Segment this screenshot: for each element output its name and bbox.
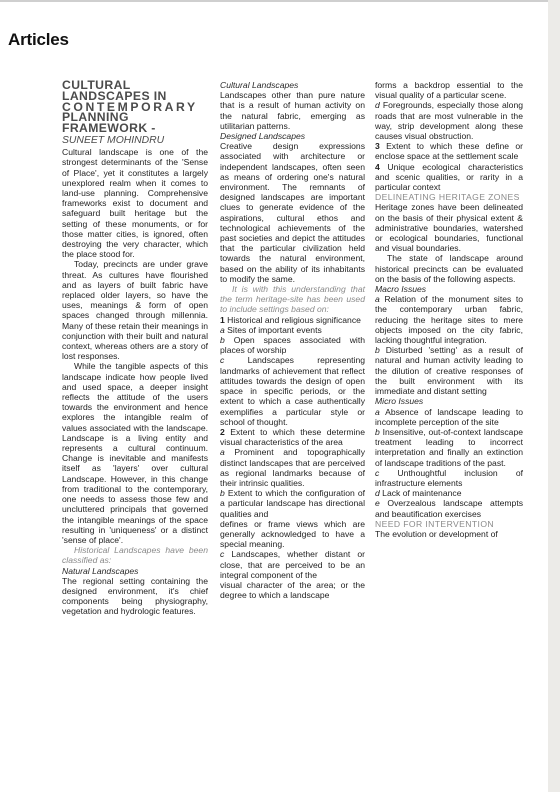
article-title [62, 80, 208, 134]
paragraph: defines or frame views which are generally acknowledged to have a special meaning. [220, 518, 365, 550]
paragraph: forms a backdrop essential to the visual quality of a particular scene. [375, 80, 523, 101]
list-letter: d [375, 488, 380, 499]
list-item [220, 427, 365, 447]
list-text: Foregrounds, especially those along roads that are most vulnerable in the way, strip development along these causes visual obstruction. [375, 100, 524, 142]
paragraph: Today, precincts are under grave threat. As cultures have flourished and as layers of built fabric have replaced older layers, so have the uses, meanings & form of open spaces changed through millennia. Many of these retain their meanings in conjunction with their built and natural context, whereas others are a story of lost responses. [62, 259, 208, 362]
list-text: Overzealous landscape attempts and beautification exercises [375, 498, 524, 519]
list-item [220, 355, 365, 426]
list-letter: b [375, 345, 380, 356]
list-letter: c [220, 355, 225, 366]
list-item [375, 488, 523, 498]
list-text: Insensitive, out-of-context landscape treatment leading to incorrect interpretation and finally an extinction of landscape traditions of the past. [375, 426, 523, 468]
list-letter: b [220, 488, 225, 499]
section-title: Articles [8, 30, 69, 49]
list-item [375, 345, 523, 396]
list-letter: a [220, 324, 225, 335]
column-2 [220, 80, 365, 600]
list-letter: a [375, 406, 380, 417]
list-text: Prominent and topographically distinct landscapes that are perceived as regional landmarks because of their intrinsic qualities. [220, 447, 365, 488]
list-item [220, 549, 365, 580]
list-text: Landscapes, whether distant or close, that are perceived to be an integral component of the [220, 549, 365, 580]
list-item [375, 294, 523, 345]
paragraph: Landscapes other than pure nature that is a result of human activity on the natural fabric, emerging as utilitarian patterns. [220, 90, 365, 131]
list-number: 1 [220, 314, 225, 325]
list-item [375, 162, 523, 193]
settings-intro: It is with this understanding that the term heritage-site has been used to include settings based on: [220, 284, 365, 315]
macro-issues-heading: Macro Issues [375, 284, 427, 295]
micro-issues-heading: Micro Issues [375, 396, 424, 407]
designed-landscapes-heading: Designed Landscapes [220, 131, 306, 142]
list-text: Unthoughtful inclusion of infrastructure elements [375, 467, 523, 488]
list-letter: a [220, 447, 225, 458]
paragraph: While the tangible aspects of this landscape indicate how people lived and used space, a deeper insight reflects the attitude of the users towards the environment and hence explores the intangible realm of values associated with the landscape. Landscape is a living entity and represents a cultural continuum. Change is inevitable and manifests itself as 'layers' over cultural Landscape. However, in this change from traditional to the contemporary, one needs to assess those few and uncluttered principals that governed the intangible meanings of the space resulting in 'uniqueness' or a distinct 'sense of place'. [62, 361, 208, 545]
list-letter: b [375, 426, 380, 437]
list-item [220, 447, 365, 488]
list-item [220, 335, 365, 355]
list-text: Extent to which these determine visual characteristics of the area [220, 426, 365, 448]
paragraph: visual character of the area; or the degree to which a landscape [220, 579, 365, 601]
paragraph: The evolution or development of [375, 528, 498, 539]
list-item [220, 315, 365, 325]
list-item [220, 325, 365, 335]
paragraph: Creative design expressions associated with architecture or independent landscapes, often seen as means of ordering one's natural environment. The remnants of designed landscapes are important clues to generate evidence of the aspirations, cultural ethos and technological achievements of the past societies and depict the attitudes that the particular civilization held towards the natural environment, based on the ability of its inhabitants to modify the same. [220, 141, 365, 284]
list-text: Open spaces associated with places of worship [220, 335, 365, 356]
list-item [375, 100, 523, 141]
list-item [375, 468, 523, 488]
list-number: 3 [375, 141, 380, 152]
list-text: Absence of landscape leading to incomplete perception of the site [375, 406, 523, 427]
list-number: 2 [220, 426, 225, 437]
title-line-3: CONTEMPORARY [62, 99, 198, 114]
top-rule [0, 0, 560, 2]
column-3 [375, 80, 523, 539]
column-1 [62, 80, 208, 617]
paragraph: Heritage zones have been delineated on the basis of their physical extent & administrative boundaries, watershed or ecological boundaries, functional and visual boundaries. [375, 202, 523, 254]
title-line-2: LANDSCAPES IN [62, 88, 167, 103]
list-item [375, 498, 523, 518]
paragraph: The regional setting containing the designed environment, it's chief components being physiography, vegetation and hydrologic features. [62, 575, 208, 617]
classification-intro: Historical Landscapes have been classified as: [62, 545, 208, 566]
list-number: 4 [375, 161, 380, 172]
list-item [375, 427, 523, 468]
title-line-5: FRAMEWORK - [62, 121, 156, 136]
title-line-1: CULTURAL [62, 78, 131, 92]
natural-landscapes-heading: Natural Landscapes [62, 565, 139, 576]
list-letter: d [375, 100, 380, 111]
list-letter: c [220, 549, 225, 560]
list-letter: e [375, 498, 380, 509]
list-text: Unique ecological characteristics and scenic qualities, or rarity in a particular context [375, 161, 524, 193]
cultural-landscapes-heading: Cultural Landscapes [220, 80, 299, 90]
list-item [375, 407, 523, 427]
list-item [375, 141, 523, 161]
paragraph: Cultural landscape is one of the strongest determinants of the 'Sense of Place', yet it constitutes a largely unexplored realm when it comes to land-use planning. Comprehensive frameworks exist to document and safeguard built heritage but the setting of these monuments, or for those matter cities, is ignored, often destroying the very character, which the place stood for. [62, 147, 208, 260]
list-letter: c [375, 467, 380, 478]
list-text: Disturbed 'setting' as a result of natural and human activity leading to the dilution of creative responses of the built environment with its immediate and distant setting [375, 345, 523, 397]
list-text: Historical and religious significance [227, 314, 361, 325]
list-text: Sites of important events [227, 324, 322, 335]
list-text: Relation of the monument sites to the contemporary urban fabric, reducing the heritage sites to mere objects imposed on the city fabric, lacking thoughtful integration. [375, 294, 523, 346]
list-item [220, 488, 365, 519]
list-text: Extent to which the configuration of a particular landscape has directional qualities and [220, 488, 366, 519]
list-letter: a [375, 294, 380, 305]
list-text: Landscapes representing landmarks of achievement that reflect attitudes towards the design of open space in specific periods, or the extent to which a case authentically exemplifies a particular style or school of thought. [220, 355, 365, 427]
list-letter: b [220, 335, 225, 346]
title-line-4: PLANNING [62, 110, 129, 125]
author-name: SUNEET MOHINDRU [62, 134, 165, 146]
list-text: Extent to which these define or enclose space at the settlement scale [375, 141, 523, 162]
need-for-intervention-heading: NEED FOR INTERVENTION [375, 518, 495, 529]
delineating-heading: DELINEATING HERITAGE ZONES [375, 192, 520, 203]
list-text: Lack of maintenance [382, 488, 462, 499]
page-edge-shadow [548, 0, 560, 792]
paragraph: The state of landscape around historical precincts can be evaluated on the basis of the following aspects. [375, 253, 523, 284]
